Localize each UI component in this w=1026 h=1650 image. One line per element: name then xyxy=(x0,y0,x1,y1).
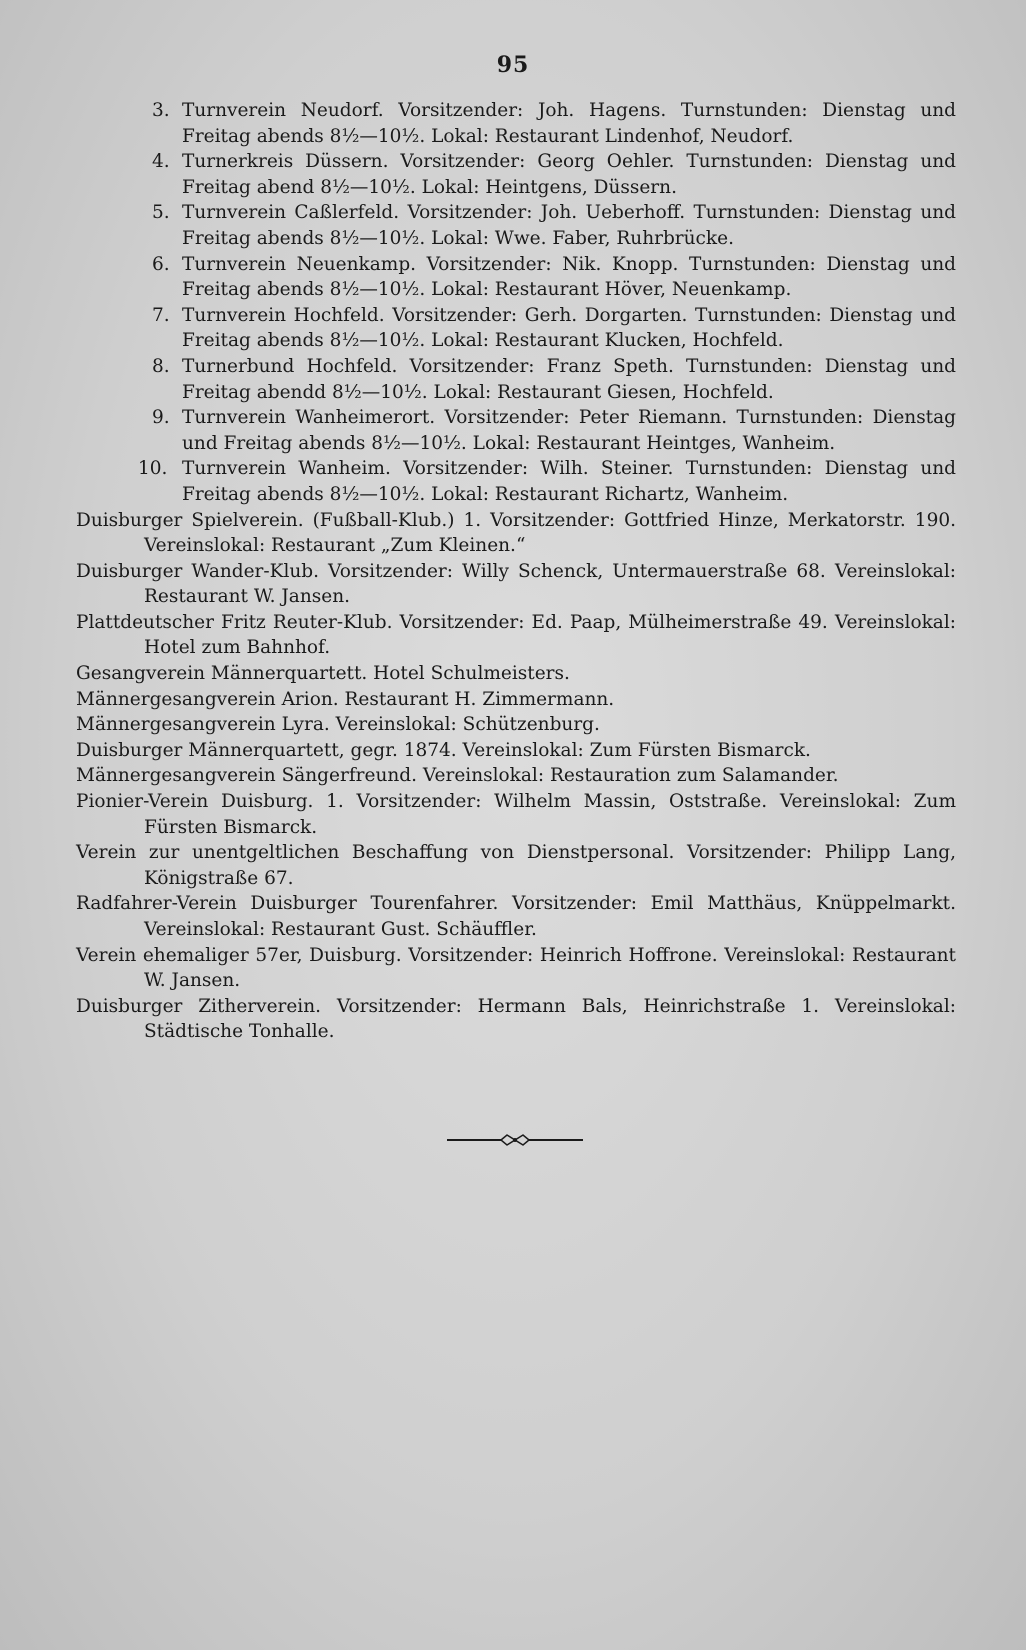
item-text: Turnverein Neudorf. Vorsitzender: Joh. Hagens. Turnstunden: Dienstag und Freitag abends 8½—10½. Lokal: Restaurant Lindenhof, Neudorf. xyxy=(182,100,956,147)
list-item xyxy=(76,149,956,200)
verein-list xyxy=(76,508,956,1045)
page-body xyxy=(76,98,956,1045)
entry: Männergesangverein Lyra. Vereinslokal: Schützenburg. xyxy=(76,714,600,736)
item-number: 6. xyxy=(152,253,170,275)
item-text: Turnerbund Hochfeld. Vorsitzender: Franz Speth. Turnstunden: Dienstag und Freitag abendd 8½—10½. Lokal: Restaurant Giesen, Hochfeld. xyxy=(182,355,956,403)
item-number: 5. xyxy=(152,202,170,224)
item-text: Turnverein Wanheim. Vorsitzender: Wilh. Steiner. Turnstunden: Dienstag und Freitag abends 8½—10½. Lokal: Restaurant Richartz, Wanheim. xyxy=(182,458,956,505)
entry: Plattdeutscher Fritz Reuter-Klub. Vorsitzender: Ed. Paap, Mülheimerstraße 49. Vereinslokal: Hotel zum Bahnhof. xyxy=(76,611,956,659)
item-text: Turnverein Neuenkamp. Vorsitzender: Nik. Knopp. Turnstunden: Dienstag und Freitag abends 8½—10½. Lokal: Restaurant Höver, Neuenkamp. xyxy=(182,253,956,301)
entry: Duisburger Spielverein. (Fußball-Klub.) 1. Vorsitzender: Gottfried Hinze, Merkatorstr. 190. Vereinslokal: Restaurant „Zum Kleinen.“ xyxy=(76,509,956,557)
item-number: 4. xyxy=(152,151,170,173)
item-number: 7. xyxy=(152,304,170,326)
item-number: 10. xyxy=(138,458,168,480)
entry: Männergesangverein Arion. Restaurant H. Zimmermann. xyxy=(76,688,615,710)
list-item xyxy=(76,354,956,405)
entry: Duisburger Männerquartett, gegr. 1874. Vereinslokal: Zum Fürsten Bismarck. xyxy=(76,739,811,761)
list-item xyxy=(76,252,956,303)
item-text: Turnverein Caßlerfeld. Vorsitzender: Joh. Ueberhoff. Turnstunden: Dienstag und Freitag abends 8½—10½. Lokal: Wwe. Faber, Ruhrbrücke. xyxy=(182,202,956,249)
list-item xyxy=(76,200,956,251)
entry: Männergesangverein Sängerfreund. Vereinslokal: Restauration zum Salamander. xyxy=(76,765,839,787)
entry: Verein ehemaliger 57er, Duisburg. Vorsitzender: Heinrich Hoffrone. Vereinslokal: Restaurant W. Jansen. xyxy=(76,944,956,992)
ornament-divider xyxy=(445,1130,585,1150)
item-text: Turnverein Wanheimerort. Vorsitzender: Peter Riemann. Turnstunden: Dienstag und Freitag abends 8½—10½. Lokal: Restaurant Heintges, Wanheim. xyxy=(182,407,956,454)
list-item xyxy=(76,405,956,456)
entry: Radfahrer-Verein Duisburger Tourenfahrer. Vorsitzender: Emil Matthäus, Knüppelmarkt. Vereinslokal: Restaurant Gust. Schäuffler. xyxy=(76,893,956,940)
page-number: 95 xyxy=(496,52,530,78)
entry: Pionier-Verein Duisburg. 1. Vorsitzender: Wilhelm Massin, Oststraße. Vereinslokal: Zum Fürsten Bismarck. xyxy=(76,791,956,838)
list-item xyxy=(76,303,956,354)
entry: Duisburger Zitherverein. Vorsitzender: Hermann Bals, Heinrichstraße 1. Vereinslokal: Städtische Tonhalle. xyxy=(76,995,956,1043)
item-text: Turnerkreis Düssern. Vorsitzender: Georg Oehler. Turnstunden: Dienstag und Freitag abend 8½—10½. Lokal: Heintgens, Düssern. xyxy=(182,151,956,198)
list-item xyxy=(76,456,956,507)
item-number: 8. xyxy=(152,355,170,377)
list-item xyxy=(76,98,956,149)
turnverein-list xyxy=(76,98,956,508)
item-text: Turnverein Hochfeld. Vorsitzender: Gerh. Dorgarten. Turnstunden: Dienstag und Freitag abends 8½—10½. Lokal: Restaurant Klucken, Hochfeld. xyxy=(182,304,956,352)
item-number: 9. xyxy=(152,407,170,429)
entry: Duisburger Wander-Klub. Vorsitzender: Willy Schenck, Untermauerstraße 68. Vereinslokal: Restaurant W. Jansen. xyxy=(76,560,956,608)
entry: Gesangverein Männerquartett. Hotel Schulmeisters. xyxy=(76,663,570,685)
entry: Verein zur unentgeltlichen Beschaffung von Dienstpersonal. Vorsitzender: Philipp Lang, Königstraße 67. xyxy=(76,842,956,889)
item-number: 3. xyxy=(152,100,170,121)
